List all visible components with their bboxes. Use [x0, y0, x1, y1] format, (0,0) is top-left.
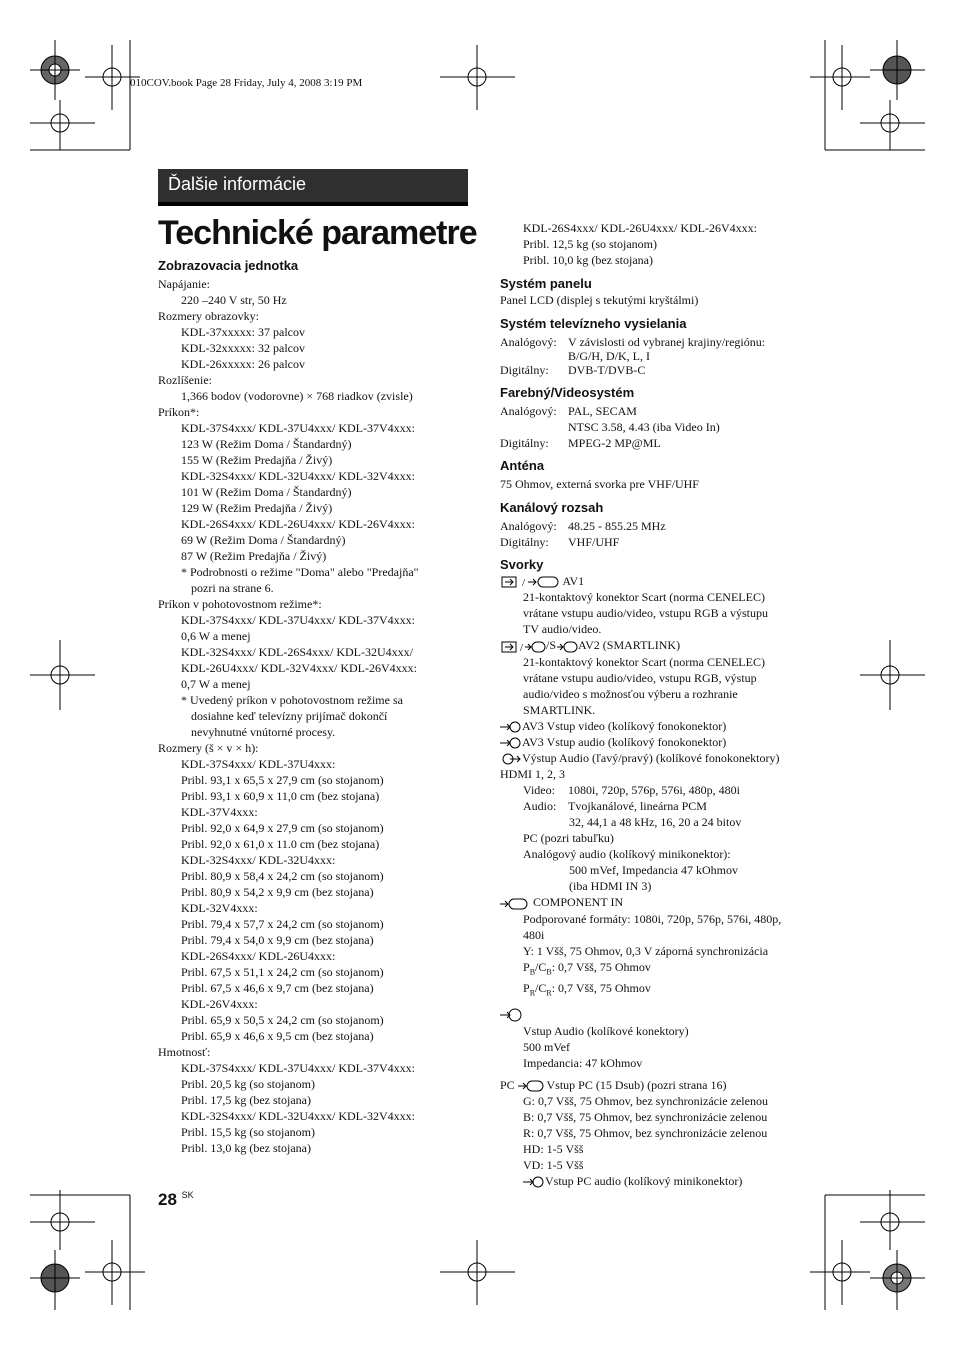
pr-value: : 0,7 Všš, 75 Ohmov — [551, 980, 651, 995]
spec-line: KDL-32xxxxx: 32 palcov — [181, 341, 305, 355]
s-video-icon — [556, 640, 578, 654]
spec-line: vrátane vstupu audio/video, vstupu RGB a výstupu — [523, 606, 768, 621]
audio-out-icon — [500, 752, 522, 766]
heading-display-unit: Zobrazovacia jednotka — [158, 258, 299, 273]
spec-line: 0,6 W a menej — [181, 629, 251, 643]
spec-line: vrátane vstupu audio/video, vstupu RGB, výstup — [523, 670, 757, 685]
audio-in-icon — [523, 1175, 545, 1189]
scart-inout-icon — [500, 575, 560, 589]
spec-line: 75 Ohmov, externá svorka pre VHF/UHF — [500, 477, 699, 491]
spec-line: Hmotnosť: — [158, 1045, 211, 1059]
spec-line: HD: 1-5 Všš — [523, 1141, 584, 1156]
spec-line: Vstup Audio (kolíkové konektory) — [523, 1023, 689, 1038]
spec-line: Pribl. 67,5 x 46,6 x 9,7 cm (bez stojana) — [181, 981, 374, 995]
spec-line: Pribl. 79,4 x 57,7 x 24,2 cm (so stojanom) — [181, 917, 384, 931]
label-digital: Digitálny: — [500, 535, 549, 549]
pb-c: /C — [535, 959, 547, 974]
spec-line: 1,366 bodov (vodorovne) × 768 riadkov (zvisle) — [181, 389, 413, 403]
spec-line: Príkon*: — [158, 405, 200, 419]
component-in-icon — [500, 897, 530, 911]
pr-letter: P — [523, 980, 530, 995]
spec-line: Impedancia: 47 kOhmov — [523, 1055, 643, 1070]
spec-line: Rozmery obrazovky: — [158, 309, 259, 323]
section-band — [158, 169, 468, 206]
audio-in-icon — [500, 1007, 522, 1023]
spec-line: KDL-26S4xxx/ KDL-26U4xxx/ KDL-26V4xxx: — [523, 221, 757, 235]
spec-line: DVB-T/DVB-C — [568, 363, 646, 377]
label-analog: Analógový: — [500, 519, 557, 533]
pb-value: : 0,7 Všš, 75 Ohmov — [551, 959, 651, 974]
spec-line: KDL-32S4xxx/ KDL-32U4xxx/ KDL-32V4xxx: — [181, 469, 415, 483]
av1-label: AV1 — [562, 574, 585, 588]
spec-line: KDL-37S4xxx/ KDL-37U4xxx/ KDL-37V4xxx: — [181, 1061, 415, 1075]
spec-line: 1080i, 720p, 576p, 576i, 480p, 480i — [568, 783, 741, 798]
spec-line-pr — [500, 980, 781, 1001]
pr-sub: R — [529, 988, 536, 998]
video-in-icon — [500, 720, 522, 734]
spec-line: Pribl. 65,9 x 50,5 x 24,2 cm (so stojanom) — [181, 1013, 384, 1027]
spec-line: MPEG-2 MP@ML — [568, 436, 661, 450]
spec-line: 21-kontaktový konektor Scart (norma CENELEC) — [523, 654, 765, 669]
spec-line: PC (pozri tabuľku) — [523, 831, 614, 846]
spec-line: KDL-32V4xxx: — [181, 901, 258, 915]
heading-tv-system: Systém televízneho vysielania — [500, 316, 687, 331]
heading-channel-range: Kanálový rozsah — [500, 500, 604, 515]
spec-line: KDL-37xxxxx: 37 palcov — [181, 325, 305, 339]
spec-line: 155 W (Režim Predajňa / Živý) — [181, 453, 333, 467]
pr-sub2: R — [546, 988, 552, 998]
label-audio: Audio: — [523, 799, 557, 814]
footnote: dosiahne keď televízny prijímač dokončí — [191, 709, 388, 723]
pc-label: PC — [500, 1077, 515, 1092]
av2-s-label: /S — [546, 638, 557, 653]
spec-line: Rozlíšenie: — [158, 373, 212, 387]
pc-input-icon — [518, 1079, 544, 1093]
spec-line: Rozmery (š × v × h): — [158, 741, 259, 755]
heading-color-system: Farebný/Videosystém — [500, 385, 635, 400]
av2-label: AV2 (SMARTLINK) — [578, 638, 681, 653]
spec-line: Príkon v pohotovostnom režime*: — [158, 597, 322, 611]
label-video: Video: — [523, 783, 555, 798]
spec-line: Pribl. 93,1 x 60,9 x 11,0 cm (bez stojana) — [181, 789, 380, 803]
spec-line: Analógový audio (kolíkový minikonektor): — [523, 847, 731, 862]
spec-line: SMARTLINK. — [523, 702, 596, 717]
spec-line: Pribl. 12,5 kg (so stojanom) — [523, 237, 657, 251]
spec-line: Vstup PC audio (kolíkový minikonektor) — [545, 1173, 743, 1188]
spec-line: KDL-26xxxxx: 26 palcov — [181, 357, 305, 371]
spec-line: V závislosti od vybranej krajiny/regiónu: — [568, 335, 766, 349]
spec-line: Výstup Audio (ľavý/pravý) (kolíkové fonokonektory) — [522, 751, 780, 765]
spec-line: Panel LCD (displej s tekutými kryštálmi) — [500, 293, 699, 307]
pr-c: /C — [535, 980, 547, 995]
spec-line: 123 W (Režim Doma / Štandardný) — [181, 437, 352, 451]
spec-line: 101 W (Režim Doma / Štandardný) — [181, 485, 352, 499]
svg-text:/: / — [522, 577, 526, 590]
spec-line: HDMI 1, 2, 3 — [500, 767, 565, 782]
spec-line: B/G/H, D/K, L, I — [568, 349, 650, 363]
page-number — [158, 1190, 194, 1210]
spec-line: KDL-26S4xxx/ KDL-26U4xxx: — [181, 949, 336, 963]
spec-line-pb — [500, 959, 781, 980]
spec-line: Tvojkanálové, lineárna PCM — [568, 799, 707, 814]
spec-line: 500 mVef, Impedancia 47 kOhmov — [569, 863, 738, 878]
spec-line: G: 0,7 Všš, 75 Ohmov, bez synchronizácie zelenou — [523, 1093, 768, 1108]
spec-line: Pribl. 80,9 x 58,4 x 24,2 cm (so stojanom) — [181, 869, 384, 883]
spec-line: 0,7 W a menej — [181, 677, 251, 691]
spec-line: KDL-37S4xxx/ KDL-37U4xxx/ KDL-37V4xxx: — [181, 421, 415, 435]
spec-line: Pribl. 79,4 x 54,0 x 9,9 cm (bez stojana) — [181, 933, 374, 947]
spec-line: 220 –240 V str, 50 Hz — [181, 293, 287, 307]
spec-line: KDL-32S4xxx/ KDL-32U4xxx/ KDL-32V4xxx: — [181, 1109, 415, 1123]
pb-letter: P — [523, 959, 530, 974]
section-band-label: Ďalšie informácie — [168, 174, 307, 194]
left-column — [158, 257, 419, 1156]
audio-in-icon — [500, 736, 522, 750]
spec-line: AV3 Vstup video (kolíkový fonokonektor) — [522, 718, 727, 733]
spec-line: KDL-32S4xxx/ KDL-32U4xxx: — [181, 853, 336, 867]
page-title: Technické parametre — [158, 214, 477, 252]
label-analog: Analógový: — [500, 404, 557, 418]
spec-line: Podporované formáty: 1080i, 720p, 576p, 576i, 480p, — [523, 911, 782, 926]
spec-line: B: 0,7 Všš, 75 Ohmov, bez synchronizácie zelenou — [523, 1109, 768, 1124]
spec-line: 129 W (Režim Predajňa / Živý) — [181, 501, 333, 515]
footnote: nevyhnutné vnútorné procesy. — [191, 725, 336, 739]
page-lang: SK — [181, 1190, 194, 1200]
spec-line: R: 0,7 Všš, 75 Ohmov, bez synchronizácie zelenou — [523, 1125, 768, 1140]
label-digital: Digitálny: — [500, 436, 549, 450]
spec-line: 87 W (Režim Predajňa / Živý) — [181, 549, 327, 563]
spec-line: PAL, SECAM — [568, 404, 637, 418]
spec-line: NTSC 3.58, 4.43 (iba Video In) — [568, 420, 720, 434]
footnote: * Podrobnosti o režime "Doma" alebo "Predajňa" — [181, 565, 419, 579]
spec-line: Y: 1 Všš, 75 Ohmov, 0,3 V záporná synchronizácia — [523, 943, 769, 958]
spec-line: KDL-37S4xxx/ KDL-37U4xxx/ KDL-37V4xxx: — [181, 613, 415, 627]
spec-line: KDL-37S4xxx/ KDL-37U4xxx: — [181, 757, 336, 771]
spec-line: VD: 1-5 Všš — [523, 1157, 584, 1172]
spec-line: Pribl. 80,9 x 54,2 x 9,9 cm (bez stojana) — [181, 885, 374, 899]
spec-line: Pribl. 17,5 kg (bez stojana) — [181, 1093, 311, 1107]
spec-line: Pribl. 20,5 kg (so stojanom) — [181, 1077, 315, 1091]
scart-inout-icon — [500, 640, 546, 654]
spec-line: KDL-26V4xxx: — [181, 997, 258, 1011]
heading-antenna: Anténa — [500, 458, 545, 473]
spec-line: Pribl. 67,5 x 51,1 x 24,2 cm (so stojanom) — [181, 965, 384, 979]
right-column — [500, 220, 781, 1189]
pb-sub: B — [529, 966, 536, 976]
label-analog: Analógový: — [500, 335, 557, 349]
spec-line: 32, 44,1 a 48 kHz, 16, 20 a 24 bitov — [569, 815, 742, 830]
spec-line: 69 W (Režim Doma / Štandardný) — [181, 533, 346, 547]
component-label: COMPONENT IN — [533, 895, 624, 910]
label-digital: Digitálny: — [500, 363, 549, 377]
print-header: 010COV.book Page 28 Friday, July 4, 2008 3:19 PM — [130, 77, 363, 89]
spec-line: 480i — [523, 927, 545, 942]
spec-line: KDL-32S4xxx/ KDL-26S4xxx/ KDL-32U4xxx/ — [181, 645, 413, 659]
spec-line: 21-kontaktový konektor Scart (norma CENELEC) — [523, 590, 765, 605]
footnote: * Uvedený príkon v pohotovostnom režime sa — [181, 693, 403, 707]
pb-sub2: B — [546, 966, 552, 976]
spec-line: KDL-37V4xxx: — [181, 805, 258, 819]
spec-line: Vstup PC (15 Dsub) (pozri strana 16) — [546, 1077, 727, 1092]
spec-line: TV audio/video. — [523, 622, 602, 637]
spec-line: Pribl. 10,0 kg (bez stojana) — [523, 253, 653, 267]
spec-line: Pribl. 15,5 kg (so stojanom) — [181, 1125, 315, 1139]
spec-line: Pribl. 93,1 x 65,5 x 27,9 cm (so stojanom) — [181, 773, 384, 787]
spec-line: (iba HDMI IN 3) — [569, 879, 652, 894]
heading-terminals: Svorky — [500, 557, 544, 572]
spec-line: Pribl. 65,9 x 46,6 x 9,5 cm (bez stojana) — [181, 1029, 374, 1043]
spec-line: 500 mVef — [523, 1039, 570, 1054]
spec-line: VHF/UHF — [568, 535, 620, 549]
spec-line: Pribl. 13,0 kg (bez stojana) — [181, 1141, 311, 1155]
spec-line: audio/video s možnosťou výberu a rozhranie — [523, 686, 738, 701]
svg-text:/: / — [520, 641, 524, 654]
spec-line: KDL-26S4xxx/ KDL-26U4xxx/ KDL-26V4xxx: — [181, 517, 415, 531]
heading-panel-system: Systém panelu — [500, 276, 592, 291]
spec-line: KDL-26U4xxx/ KDL-32V4xxx/ KDL-26V4xxx: — [181, 661, 417, 675]
spec-line: 48.25 - 855.25 MHz — [568, 519, 666, 533]
spec-line: AV3 Vstup audio (kolíkový fonokonektor) — [522, 734, 727, 749]
spec-line: Pribl. 92,0 x 61,0 x 11.0 cm (bez stojana) — [181, 837, 380, 851]
page-number-value: 28 — [158, 1190, 177, 1209]
footnote: pozri na strane 6. — [191, 581, 274, 595]
spec-line: Napájanie: — [158, 277, 210, 291]
spec-line: Pribl. 92,0 x 64,9 x 27,9 cm (so stojanom) — [181, 821, 384, 835]
